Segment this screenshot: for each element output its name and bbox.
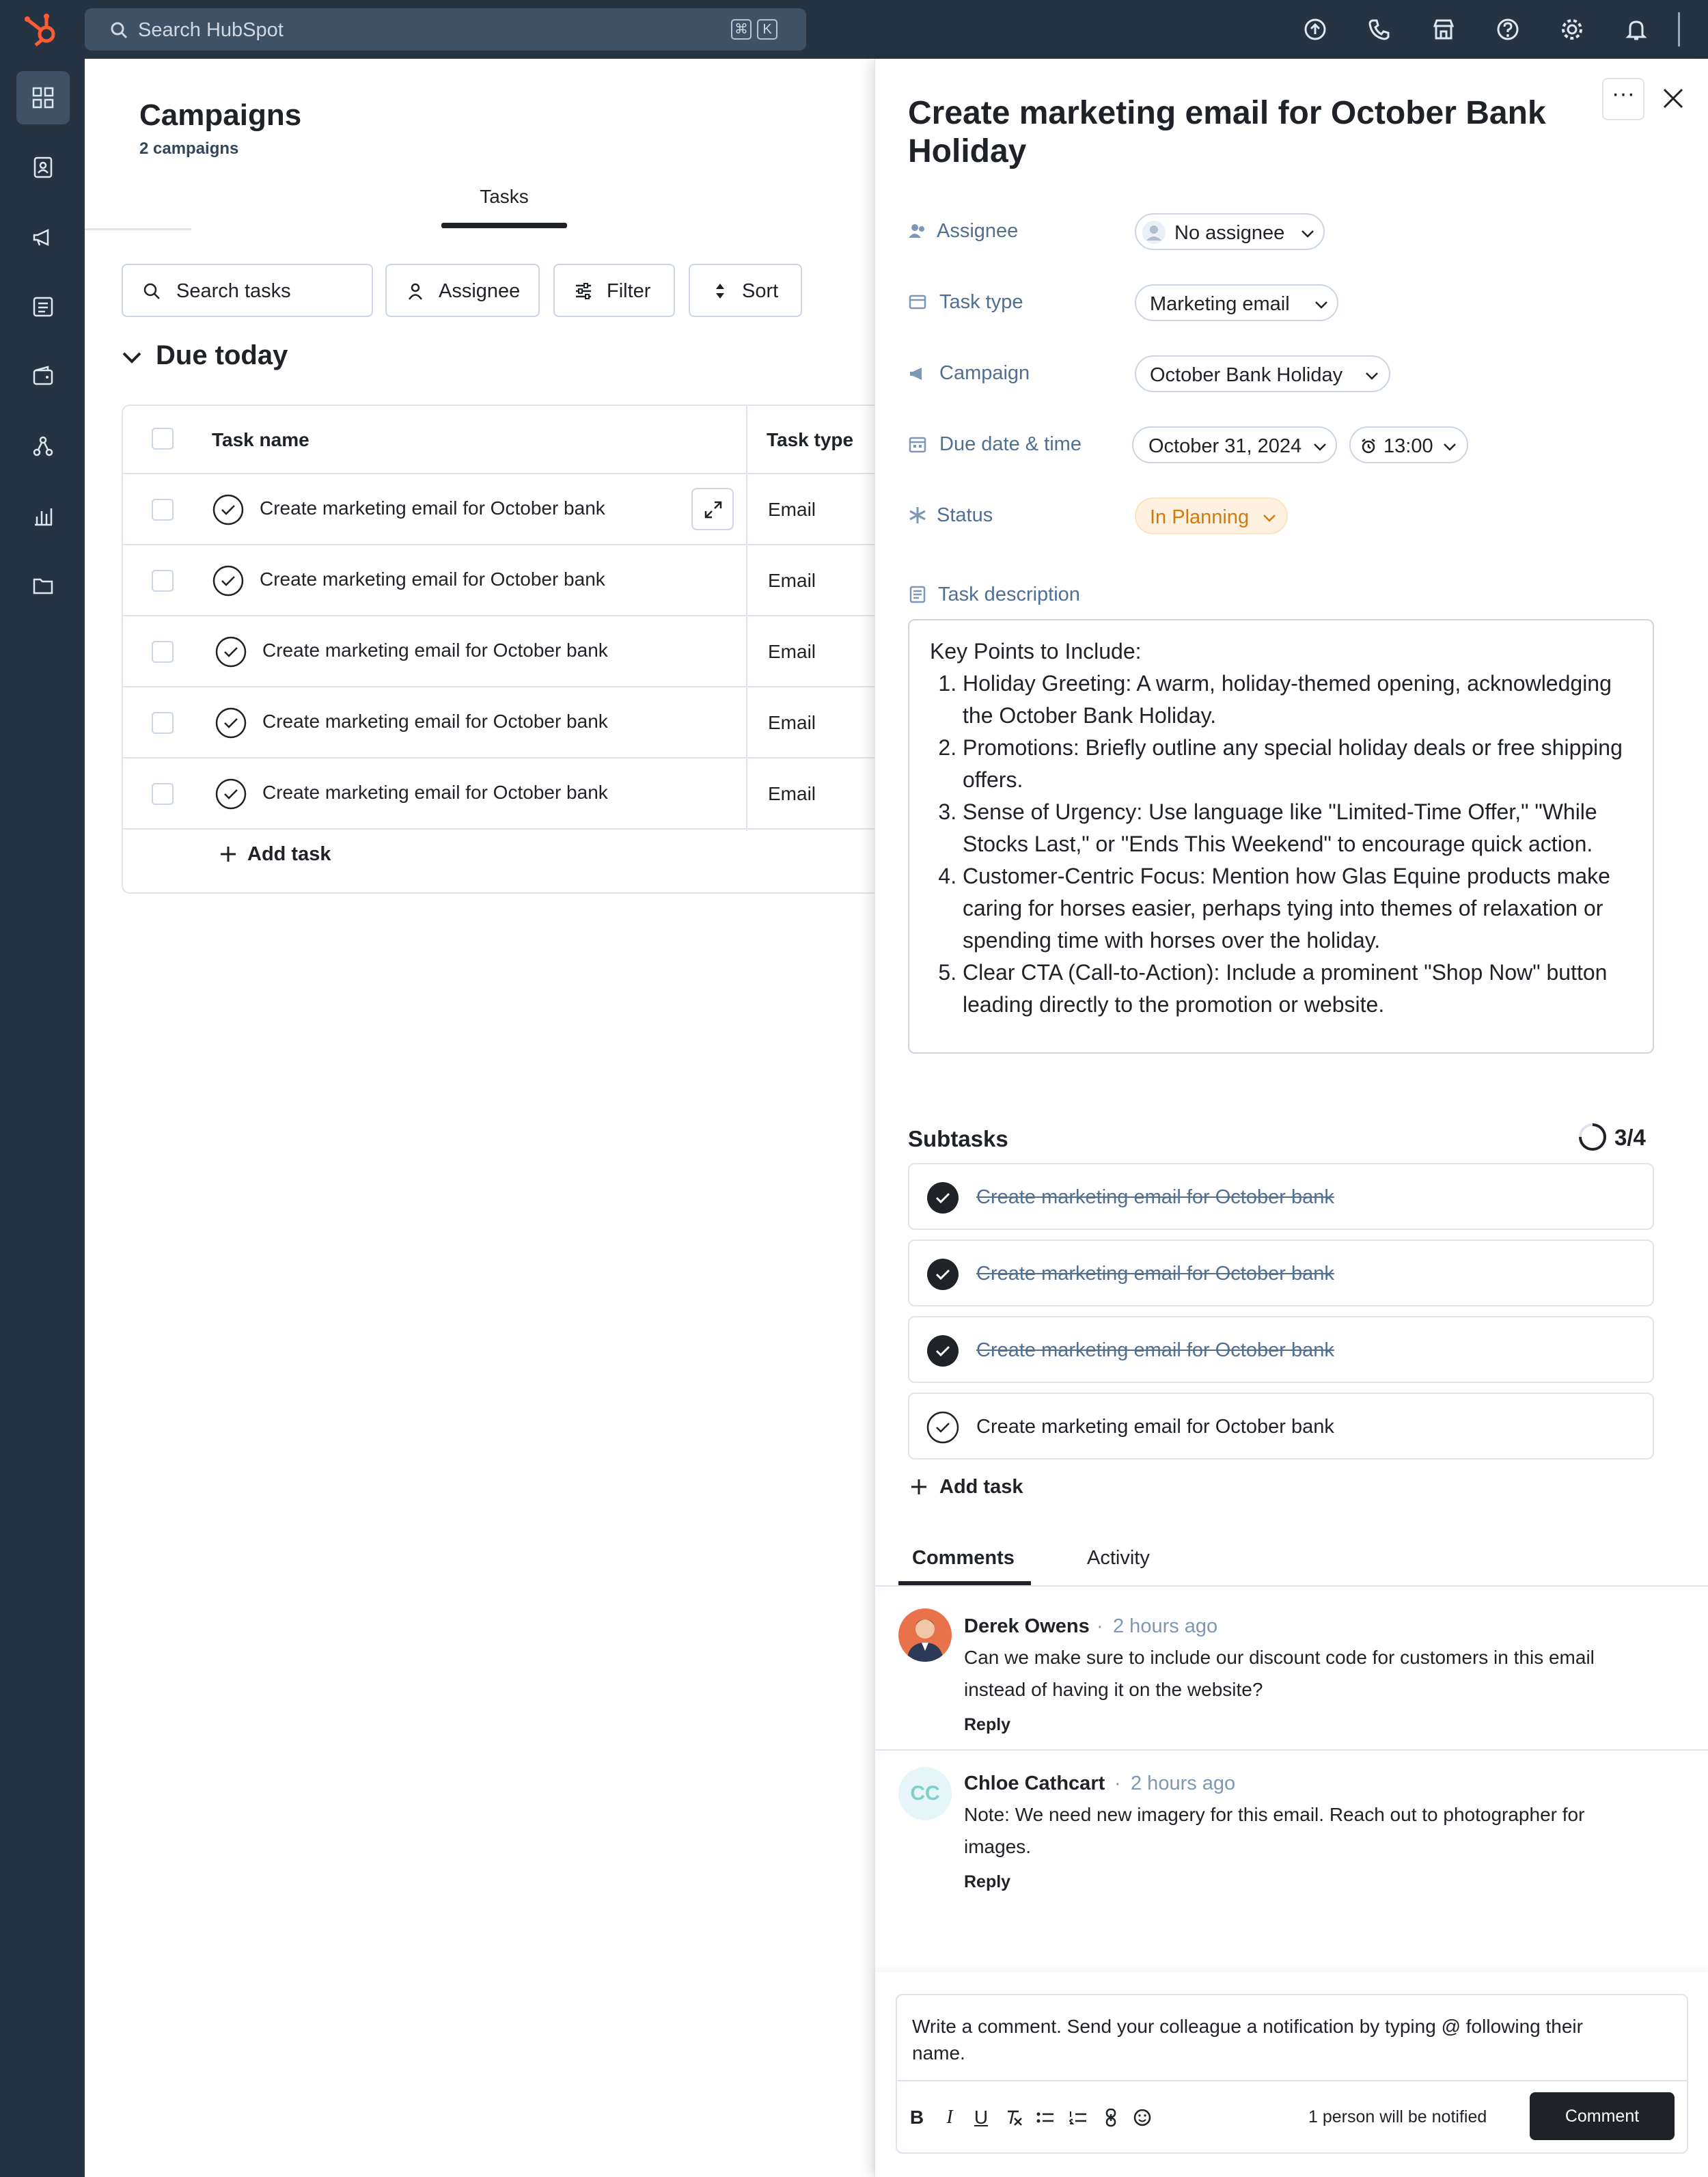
sort-icon — [711, 282, 730, 301]
subtask-label[interactable]: Create marketing email for October bank — [976, 1186, 1334, 1208]
hubspot-logo-icon[interactable] — [22, 11, 63, 48]
completed-check-icon[interactable] — [926, 1181, 960, 1215]
help-icon[interactable] — [1495, 16, 1521, 42]
comment-time: 2 hours ago — [1113, 1615, 1218, 1637]
task-type: Email — [768, 712, 816, 733]
task-type: Email — [768, 499, 816, 520]
task-detail-panel — [874, 59, 1708, 2177]
close-icon[interactable] — [1661, 86, 1685, 111]
task-type-icon — [908, 292, 927, 312]
gear-icon[interactable] — [1559, 16, 1585, 42]
row-checkbox[interactable] — [152, 570, 174, 592]
key-point: 3. Sense of Urgency: Use language like "Limited-Time Offer," "While Stocks Last," or "Ends This Weekend" to encourage quick action. — [963, 796, 1632, 860]
select-all-checkbox[interactable] — [152, 428, 174, 450]
table-row[interactable] — [123, 687, 887, 758]
nav-dashboard[interactable] — [16, 71, 70, 124]
add-task-label: Add task — [247, 843, 331, 865]
complete-task-check-icon[interactable] — [212, 564, 245, 597]
completed-check-icon[interactable] — [926, 1334, 960, 1368]
composer-divider — [897, 2080, 1687, 2081]
assignee-dropdown[interactable] — [1135, 213, 1325, 250]
task-description-editor[interactable] — [908, 619, 1654, 1054]
complete-task-check-icon[interactable] — [215, 635, 247, 668]
chevron-down-icon — [1300, 226, 1315, 241]
chevron-down-icon — [1312, 439, 1327, 454]
sliders-icon — [574, 282, 593, 301]
bold-icon[interactable]: B — [909, 2107, 924, 2128]
tasks-table — [122, 405, 887, 894]
subtasks-progress-count: 3/4 — [1614, 1125, 1646, 1150]
link-icon[interactable] — [1101, 2107, 1121, 2128]
subtask-item[interactable] — [908, 1393, 1654, 1460]
task-name[interactable]: Create marketing email for October bank — [262, 640, 608, 661]
search-tasks-placeholder: Search tasks — [176, 280, 291, 302]
separator-dot: · — [1097, 1615, 1103, 1637]
key-points-list — [963, 668, 1632, 1021]
megaphone-icon — [908, 364, 927, 383]
search-icon — [109, 20, 128, 40]
emoji-icon[interactable] — [1132, 2107, 1153, 2128]
due-date-value: October 31, 2024 — [1148, 435, 1302, 457]
due-time-value: 13:00 — [1383, 435, 1433, 457]
column-divider — [746, 406, 747, 831]
table-row[interactable] — [123, 758, 887, 830]
plus-icon — [909, 1477, 928, 1496]
task-name[interactable]: Create marketing email for October bank — [262, 711, 608, 732]
due-today-group-label: Due today — [156, 340, 288, 370]
task-type: Email — [768, 570, 816, 591]
campaign-value: October Bank Holiday — [1150, 364, 1343, 386]
marketplace-icon[interactable] — [1431, 16, 1457, 42]
task-title[interactable]: Create marketing email for October Bank Holiday — [908, 95, 1546, 169]
tabs-divider — [875, 1585, 1708, 1587]
assignee-label: Assignee — [937, 220, 1019, 242]
left-nav — [0, 59, 85, 2177]
contacts-icon — [31, 156, 55, 179]
filter-button[interactable] — [553, 264, 675, 317]
row-checkbox[interactable] — [152, 641, 174, 663]
comment-editor[interactable] — [896, 1994, 1688, 2154]
task-type-label: Task type — [939, 291, 1023, 313]
chevron-down-icon — [1262, 510, 1277, 525]
avatar[interactable] — [898, 1608, 952, 1662]
nav-reporting[interactable] — [16, 489, 70, 543]
tab-activity[interactable]: Activity — [1087, 1547, 1150, 1569]
chevron-down-icon — [1364, 368, 1379, 383]
bullet-list-icon[interactable] — [1035, 2107, 1056, 2128]
comment-divider — [875, 1749, 1708, 1751]
top-bar — [0, 0, 1708, 59]
nav-contacts[interactable] — [16, 141, 70, 194]
alarm-clock-icon — [1360, 438, 1377, 454]
due-date-label: Due date & time — [939, 433, 1082, 455]
comment-body: Can we make sure to include our discount code for customers in this email instead of having it on the website? — [964, 1647, 1595, 1700]
row-checkbox[interactable] — [152, 783, 174, 805]
tab-comments[interactable]: Comments — [912, 1547, 1015, 1569]
description-icon — [908, 585, 927, 604]
complete-task-check-icon[interactable] — [215, 707, 247, 739]
complete-task-check-icon[interactable] — [926, 1410, 960, 1445]
subtasks-heading: Subtasks — [908, 1126, 1008, 1151]
default-avatar-icon — [1142, 220, 1166, 245]
bar-chart-icon — [31, 504, 55, 528]
underline-icon[interactable]: U — [974, 2107, 989, 2128]
reply-link[interactable]: Reply — [964, 1715, 1011, 1734]
nav-content[interactable] — [16, 280, 70, 333]
table-row[interactable] — [123, 616, 887, 687]
column-header-task-type[interactable]: Task type — [767, 429, 854, 450]
task-name[interactable]: Create marketing email for October bank — [262, 782, 608, 803]
nav-marketing[interactable] — [16, 210, 70, 264]
comment-author[interactable]: Derek Owens — [964, 1615, 1090, 1637]
nav-automation[interactable] — [16, 420, 70, 473]
avatar-photo-icon — [898, 1608, 952, 1662]
page-title: Campaigns — [139, 98, 302, 132]
status-dropdown[interactable] — [1135, 497, 1288, 534]
task-type: Email — [768, 641, 816, 662]
campaign-count: 2 campaigns — [139, 139, 239, 158]
status-value: In Planning — [1150, 506, 1250, 528]
add-subtask-label: Add task — [939, 1476, 1023, 1498]
tab-tasks[interactable]: Tasks — [480, 186, 529, 207]
progress-ring-icon — [1578, 1122, 1608, 1152]
global-search[interactable] — [85, 8, 806, 51]
chevron-down-icon — [1442, 439, 1457, 454]
k-key: K — [757, 19, 777, 40]
task-description-label: Task description — [938, 584, 1080, 605]
folder-icon — [31, 574, 55, 597]
task-type: Email — [768, 783, 816, 804]
search-icon — [142, 282, 161, 301]
italic-icon[interactable]: I — [946, 2107, 953, 2128]
table-row[interactable] — [123, 474, 887, 545]
content-icon — [31, 295, 55, 318]
tab-divider — [85, 228, 191, 230]
column-header-task-name[interactable]: Task name — [212, 429, 309, 450]
status-asterisk-icon — [908, 506, 927, 525]
subtasks-progress — [1578, 1121, 1654, 1153]
row-checkbox[interactable] — [152, 712, 174, 734]
filter-label: Filter — [607, 280, 651, 302]
megaphone-icon — [31, 225, 55, 249]
sort-label: Sort — [742, 280, 779, 302]
assignee-filter-label: Assignee — [439, 280, 521, 302]
task-type-dropdown[interactable] — [1135, 284, 1338, 321]
open-task-button[interactable] — [691, 488, 734, 530]
subtask-label[interactable]: Create marketing email for October bank — [976, 1339, 1334, 1361]
comment-time: 2 hours ago — [1131, 1772, 1236, 1794]
table-row[interactable] — [123, 545, 887, 616]
active-tab-indicator — [441, 223, 567, 228]
subtask-label[interactable]: Create marketing email for October bank — [976, 1263, 1334, 1285]
expand-icon — [703, 499, 724, 520]
key-point: 5. Clear CTA (Call-to-Action): Include a prominent "Shop Now" button leading directly to the promotion or website. — [963, 957, 1632, 1021]
due-date-dropdown[interactable] — [1132, 426, 1337, 463]
notifications-bell-icon[interactable] — [1623, 16, 1649, 42]
dashboard-grid-icon — [31, 86, 55, 109]
reply-link[interactable]: Reply — [964, 1872, 1011, 1891]
task-name[interactable]: Create marketing email for October bank — [260, 497, 605, 519]
more-actions-button[interactable]: ··· — [1602, 78, 1644, 120]
separator-dot: · — [1114, 1772, 1121, 1794]
subtask-item[interactable] — [908, 1316, 1654, 1383]
nav-library[interactable] — [16, 559, 70, 612]
topbar-divider — [1678, 12, 1680, 46]
assignee-value: No assignee — [1174, 222, 1285, 244]
campaign-tasks-page — [85, 59, 874, 2177]
workflow-icon — [31, 435, 55, 458]
upgrade-icon[interactable] — [1302, 16, 1328, 42]
calendar-icon — [908, 435, 927, 454]
task-type-value: Marketing email — [1150, 293, 1290, 315]
campaign-label: Campaign — [939, 362, 1030, 384]
clear-format-icon[interactable] — [1004, 2107, 1024, 2128]
wallet-icon — [31, 365, 55, 388]
numbered-list-icon[interactable] — [1068, 2107, 1088, 2128]
campaign-dropdown[interactable] — [1135, 355, 1390, 392]
comment-submit-button[interactable]: Comment — [1530, 2092, 1675, 2140]
plus-icon — [219, 845, 238, 864]
command-key: ⌘ — [731, 19, 752, 40]
key-point: 4. Customer-Centric Focus: Mention how Glas Equine products make caring for horses easier, perhaps tying into themes of relaxation or spending time with horses over the holiday. — [963, 860, 1632, 957]
table-header — [123, 406, 887, 474]
search-placeholder: Search HubSpot — [138, 19, 284, 41]
comment-body: Note: We need new imagery for this email. Reach out to photographer for images. — [964, 1804, 1585, 1857]
phone-icon[interactable] — [1366, 16, 1392, 42]
key-point: 2. Promotions: Briefly outline any special holiday deals or free shipping offers. — [963, 732, 1632, 796]
person-icon — [406, 282, 425, 301]
notify-count-text: 1 person will be notified — [1308, 2107, 1487, 2126]
row-checkbox[interactable] — [152, 499, 174, 521]
subtask-item[interactable] — [908, 1163, 1654, 1230]
subtask-item[interactable] — [908, 1240, 1654, 1306]
assignee-icon — [908, 221, 927, 241]
comment-input[interactable]: Write a comment. Send your colleague a notification by typing @ following their name. — [912, 2016, 1583, 2064]
chevron-down-icon — [1314, 297, 1329, 312]
complete-task-check-icon[interactable] — [215, 778, 247, 810]
key-point: 1. Holiday Greeting: A warm, holiday-themed opening, acknowledging the October Bank Holiday. — [963, 668, 1632, 732]
search-tasks-input[interactable] — [122, 264, 373, 317]
task-name[interactable]: Create marketing email for October bank — [260, 569, 605, 590]
collapse-chevron-icon[interactable] — [120, 346, 143, 369]
description-intro: Key Points to Include: — [930, 639, 1142, 663]
assignee-filter-button[interactable] — [385, 264, 540, 317]
complete-task-check-icon[interactable] — [212, 493, 245, 526]
nav-commerce[interactable] — [16, 350, 70, 403]
subtask-label[interactable]: Create marketing email for October bank — [976, 1416, 1334, 1438]
sort-button[interactable] — [689, 264, 802, 317]
status-label: Status — [937, 504, 993, 526]
comment-author[interactable]: Chloe Cathcart — [964, 1772, 1105, 1794]
due-time-dropdown[interactable] — [1349, 426, 1468, 463]
avatar[interactable]: CC — [898, 1767, 952, 1820]
comment-composer — [875, 1972, 1708, 2177]
completed-check-icon[interactable] — [926, 1257, 960, 1291]
